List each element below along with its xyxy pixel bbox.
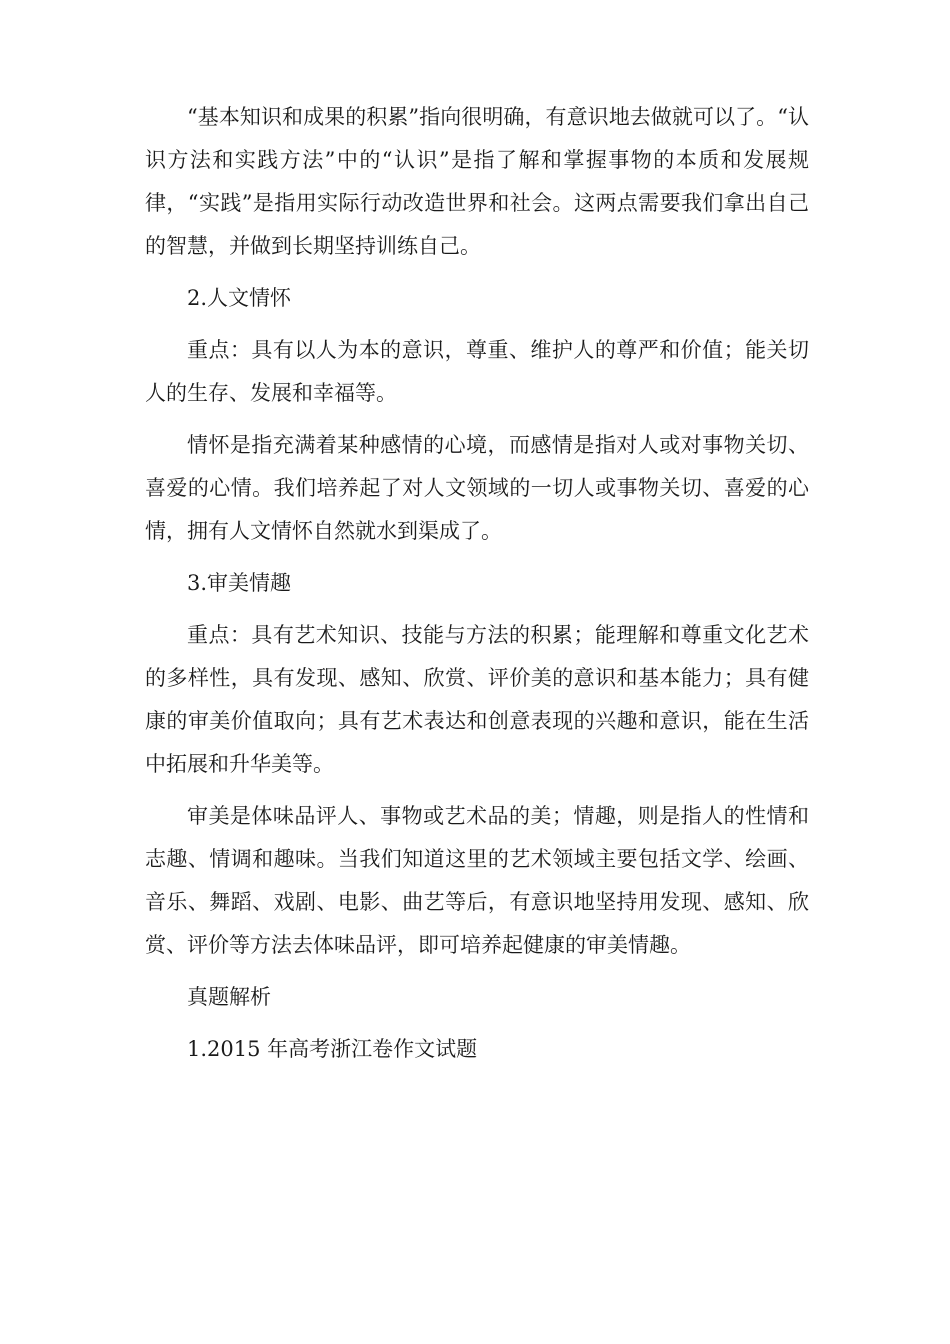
section-heading-zhejiang-2015: 1.2015 年高考浙江卷作文试题: [187, 1037, 478, 1061]
document-body: [145, 96, 809, 1080]
section-heading-humanistic-feelings: 2.人文情怀: [187, 286, 292, 310]
paragraph-aesthetic-explanation: 审美是体味品评人、事物或艺术品的美；情趣，则是指人的性情和志趣、情调和趣味。当我们知道这里的艺术领域主要包括文学、绘画、音乐、舞蹈、戏剧、电影、曲艺等后，有意识地坚持用发现、感知、欣赏、评价等方法去体味品评，即可培养起健康的审美情趣。: [145, 804, 809, 957]
paragraph-knowledge-methods: “基本知识和成果的积累”指向很明确，有意识地去做就可以了。“认识方法和实践方法”中的“认识”是指了解和掌握事物的本质和发展规律，“实践”是指用实际行动改造世界和社会。这两点需要我们拿出自己的智慧，并做到长期坚持训练自己。: [145, 105, 809, 258]
paragraph-humanistic-key-points: 重点：具有以人为本的意识，尊重、维护人的尊严和价值；能关切人的生存、发展和幸福等。: [145, 338, 809, 405]
section-heading-exam-analysis: 真题解析: [187, 985, 271, 1009]
paragraph-humanistic-explanation: 情怀是指充满着某种感情的心境，而感情是指对人或对事物关切、喜爱的心情。我们培养起了对人文领域的一切人或事物关切、喜爱的心情，拥有人文情怀自然就水到渠成了。: [145, 433, 809, 543]
paragraph-aesthetic-key-points: 重点：具有艺术知识、技能与方法的积累；能理解和尊重文化艺术的多样性，具有发现、感知、欣赏、评价美的意识和基本能力；具有健康的审美价值取向；具有艺术表达和创意表现的兴趣和意识，能在生活中拓展和升华美等。: [145, 623, 809, 776]
section-heading-aesthetic-taste: 3.审美情趣: [187, 571, 292, 595]
